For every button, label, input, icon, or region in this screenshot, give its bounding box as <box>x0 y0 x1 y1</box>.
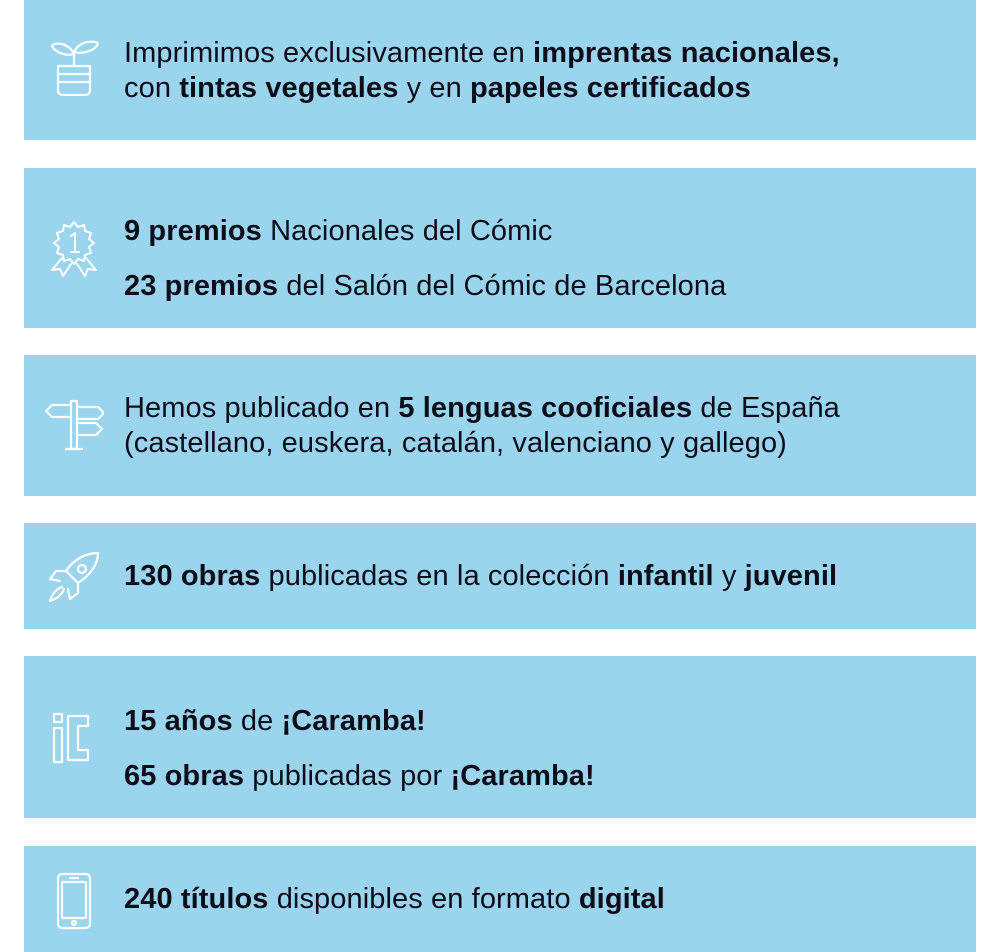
fact-card-kids-collection <box>24 523 976 629</box>
fact-card-caramba <box>24 656 976 818</box>
fact-line <box>124 71 956 106</box>
highlight-segment: 15 años <box>124 705 233 737</box>
fact-line <box>124 391 956 426</box>
text-segment: y <box>713 560 745 592</box>
text-segment: de <box>232 705 282 737</box>
text-segment: disponibles en formato <box>268 883 579 915</box>
text-segment: del Salón del Cómic de Barcelona <box>278 270 727 302</box>
fact-line <box>124 559 956 594</box>
fact-line <box>124 36 956 71</box>
fact-line <box>124 694 956 749</box>
fact-text <box>124 391 956 461</box>
text-segment: con <box>124 72 180 104</box>
highlight-segment: 23 premios <box>124 270 279 302</box>
text-segment: y en <box>398 72 470 104</box>
highlight-segment: digital <box>578 883 665 915</box>
fact-text <box>124 36 956 106</box>
text-segment: Nacionales del Cómic <box>261 215 553 247</box>
fact-text <box>124 694 956 804</box>
text-segment: de España <box>692 392 840 424</box>
highlight-segment: 9 premios <box>124 215 262 247</box>
caramba-logo-icon <box>44 706 104 766</box>
fact-card-awards <box>24 168 976 328</box>
text-segment: Hemos publicado en <box>124 392 399 424</box>
fact-card-languages <box>24 355 976 496</box>
highlight-segment: 240 títulos <box>124 883 269 915</box>
fact-line <box>124 882 956 917</box>
highlight-segment: tintas vegetales <box>179 72 399 104</box>
highlight-segment: ¡Caramba! <box>281 705 426 737</box>
award-ribbon-icon <box>44 218 104 278</box>
fact-line <box>124 426 956 461</box>
fact-text <box>124 559 956 594</box>
tablet-icon <box>44 870 104 930</box>
highlight-segment: infantil <box>617 560 714 592</box>
fact-line <box>124 749 956 804</box>
fact-text <box>124 882 956 917</box>
fact-card-printing <box>24 0 976 140</box>
highlight-segment: ¡Caramba! <box>450 760 595 792</box>
signpost-icon <box>44 393 104 453</box>
highlight-segment: juvenil <box>744 560 838 592</box>
fact-line <box>124 204 956 259</box>
text-segment: Imprimimos exclusivamente en <box>124 37 534 69</box>
fact-text <box>124 204 956 314</box>
fact-line <box>124 259 956 314</box>
highlight-segment: 130 obras <box>124 560 261 592</box>
highlight-segment: papeles certificados <box>469 72 751 104</box>
highlight-segment: 65 obras <box>124 760 245 792</box>
highlight-segment: imprentas nacionales, <box>533 37 840 69</box>
text-segment: publicadas en la colección <box>260 560 618 592</box>
fact-card-digital <box>24 846 976 952</box>
text-segment: (castellano, euskera, catalán, valenciano y gallego) <box>124 427 787 459</box>
rocket-icon <box>44 547 104 607</box>
plant-pot-icon <box>44 36 104 96</box>
text-segment: publicadas por <box>244 760 451 792</box>
highlight-segment: 5 lenguas cooficiales <box>398 392 693 424</box>
